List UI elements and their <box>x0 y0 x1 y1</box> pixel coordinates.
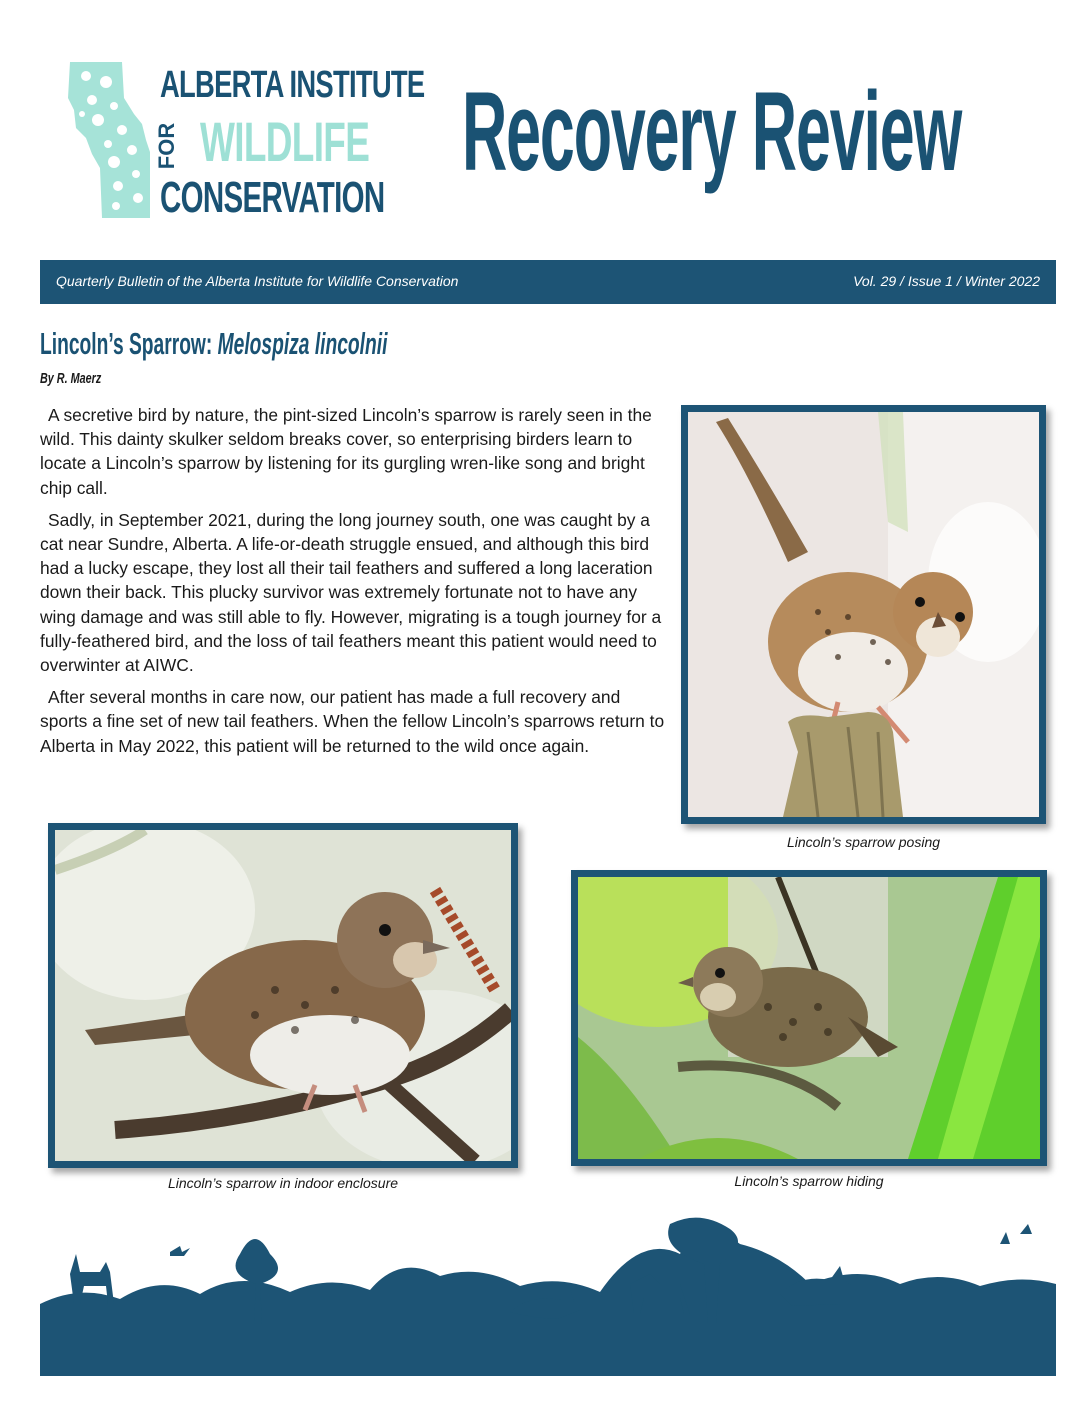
article-title-latin: Melospiza lincolnii <box>217 326 388 361</box>
sparrow-hiding-image <box>578 877 1040 1159</box>
byline: By R. Maerz <box>40 370 102 387</box>
wildlife-silhouette-footer <box>40 1214 1056 1376</box>
article-paragraph: Sadly, in September 2021, during the long journey south, one was caught by a cat near Sundre, Alberta. A life-or-death struggle ensued, and although this bird had a lucky escape, they lost all their tail feathers and suffered a long laceration down their back. This plucky survivor was extremely fortunate not to have any wing damage and was still able to fly. However, migrating is a tough journey for a fully-feathered bird, and the loss of tail feathers meant this patient would need to overwinter at AIWC. <box>40 509 662 676</box>
article-title <box>40 328 387 359</box>
photo-sparrow-hiding <box>571 870 1047 1166</box>
photo-caption: Lincoln’s sparrow in indoor enclosure <box>167 1175 399 1191</box>
banner-issue-info: Vol. 29 / Issue 1 / Winter 2022 <box>853 273 1040 289</box>
photo-caption: Lincoln’s sparrow posing <box>786 834 941 850</box>
svg-text:FOR: FOR <box>154 122 179 170</box>
photo-caption: Lincoln’s sparrow hiding <box>734 1173 884 1189</box>
sparrow-indoor-image <box>55 830 511 1161</box>
article-paragraph: A secretive bird by nature, the pint-sized Lincoln’s sparrow is rarely seen in the wild. This dainty skulker seldom breaks cover, so enterprising birders learn to locate a Lincoln’s sparrow by listening for its gurgling wren-like song and bright chip call. <box>40 405 652 498</box>
alberta-animals-logo-icon <box>62 58 154 222</box>
logo-text-alberta-institute: ALBERTA INSTITUTE <box>160 64 425 106</box>
logo-text-wildlife: WILDLIFE <box>200 110 370 173</box>
article-title-common: Lincoln’s Sparrow: <box>40 326 218 361</box>
article-paragraph: After several months in care now, our patient has made a full recovery and sports a fine set of new tail feathers. When the fellow Lincoln’s sparrows return to Alberta in May 2022, this patient will be returned to the wild once again. <box>40 687 665 756</box>
issue-banner <box>40 260 1056 304</box>
article-body <box>40 403 670 766</box>
photo-sparrow-posing <box>681 405 1046 824</box>
logo-text-conservation: CONSERVATION <box>160 173 385 222</box>
banner-subtitle: Quarterly Bulletin of the Alberta Institute for Wildlife Conservation <box>56 273 459 289</box>
logo-for-vertical <box>154 116 194 176</box>
sparrow-posing-image <box>688 412 1039 817</box>
masthead-title: Recovery Review <box>462 69 962 194</box>
photo-sparrow-indoor <box>48 823 518 1168</box>
